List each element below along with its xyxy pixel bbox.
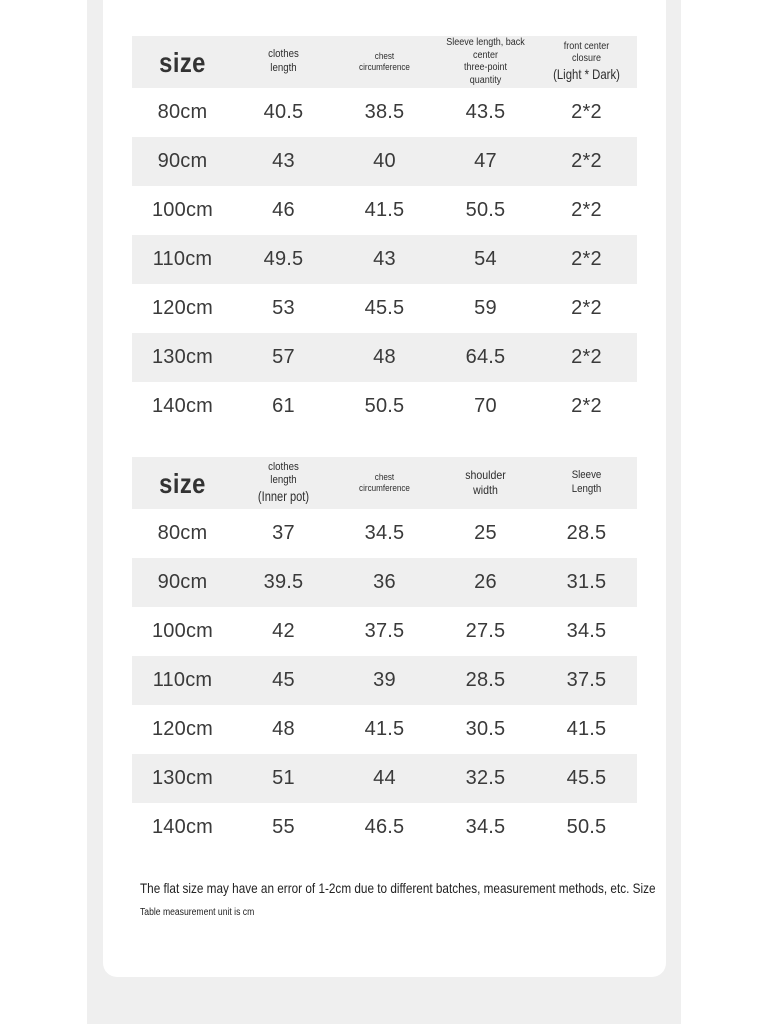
- unit-note: Table measurement unit is cm: [140, 907, 255, 918]
- header-line: width: [473, 483, 498, 497]
- table-row: [132, 705, 637, 754]
- table-header-row: [132, 36, 637, 88]
- value-cell: 2*2: [571, 395, 602, 417]
- value-cell: 42: [272, 620, 295, 642]
- value-cell: 49.5: [263, 248, 304, 270]
- value-cell: 2*2: [571, 297, 602, 319]
- header-size: size: [159, 467, 206, 499]
- header-line: Length: [571, 483, 602, 495]
- size-cell: 120cm: [151, 297, 214, 319]
- value-cell: 2*2: [571, 199, 602, 221]
- table-row: [132, 656, 637, 705]
- header-clothes-length: [239, 48, 328, 76]
- value-cell: 36: [373, 571, 396, 593]
- table-row: [132, 284, 637, 333]
- header-line: front center: [563, 40, 610, 52]
- header-line: (Inner pot): [257, 488, 310, 504]
- table-row: [132, 803, 637, 852]
- value-cell: 32.5: [465, 767, 506, 789]
- table-row: [132, 333, 637, 382]
- value-cell: 70: [474, 395, 497, 417]
- header-sleeve-length: [440, 37, 531, 87]
- header-line: (Light * Dark): [553, 65, 620, 82]
- header-shoulder-width: [441, 468, 530, 498]
- value-cell: 40: [373, 150, 396, 172]
- value-cell: 46.5: [364, 816, 405, 838]
- header-line: circumference: [359, 483, 410, 493]
- table-row: [132, 88, 637, 137]
- size-table-2: [132, 457, 637, 852]
- value-cell: 57: [272, 346, 295, 368]
- value-cell: 30.5: [465, 718, 506, 740]
- header-line: three-point: [463, 62, 508, 73]
- table-row: [132, 607, 637, 656]
- value-cell: 43: [373, 248, 396, 270]
- header-clothes-length: [239, 461, 328, 506]
- header-line: Sleeve: [571, 469, 602, 482]
- header-line: chest: [374, 471, 395, 482]
- header-line: length: [270, 474, 297, 487]
- header-chest-circumference: [339, 51, 430, 74]
- table-row: [132, 137, 637, 186]
- value-cell: 51: [272, 767, 295, 789]
- header-line: circumference: [359, 62, 410, 72]
- size-cell: 90cm: [157, 571, 208, 593]
- table-row: [132, 558, 637, 607]
- size-cell: 140cm: [151, 395, 214, 417]
- value-cell: 50.5: [364, 395, 405, 417]
- size-cell: 130cm: [151, 767, 214, 789]
- value-cell: 64.5: [465, 346, 506, 368]
- value-cell: 38.5: [364, 101, 405, 123]
- header-sleeve-length: [542, 469, 631, 497]
- value-cell: 27.5: [465, 620, 506, 642]
- header-line: chest: [374, 50, 395, 61]
- table-row: [132, 754, 637, 803]
- value-cell: 34.5: [566, 620, 607, 642]
- measurement-note: The flat size may have an error of 1-2cm due to different batches, measurement methods, etc. Size: [140, 880, 656, 896]
- header-line: closure: [571, 53, 602, 65]
- value-cell: 44: [373, 767, 396, 789]
- value-cell: 59: [474, 297, 497, 319]
- value-cell: 53: [272, 297, 295, 319]
- value-cell: 41.5: [364, 199, 405, 221]
- value-cell: 45.5: [566, 767, 607, 789]
- value-cell: 50.5: [465, 199, 506, 221]
- value-cell: 2*2: [571, 248, 602, 270]
- size-table-1: [132, 36, 637, 431]
- header-line: quantity: [469, 74, 502, 86]
- value-cell: 28.5: [566, 522, 607, 544]
- header-line: clothes: [268, 460, 299, 473]
- size-cell: 110cm: [152, 669, 213, 691]
- size-cell: 100cm: [151, 199, 214, 221]
- value-cell: 48: [272, 718, 295, 740]
- value-cell: 61: [272, 395, 295, 417]
- header-line: Sleeve length, back center: [446, 37, 525, 61]
- value-cell: 25: [474, 522, 497, 544]
- value-cell: 39.5: [263, 571, 304, 593]
- value-cell: 54: [474, 248, 497, 270]
- size-cell: 120cm: [151, 718, 214, 740]
- value-cell: 28.5: [465, 669, 506, 691]
- value-cell: 55: [272, 816, 295, 838]
- value-cell: 45: [272, 669, 295, 691]
- table-row: [132, 382, 637, 431]
- value-cell: 45.5: [364, 297, 405, 319]
- size-cell: 110cm: [152, 248, 213, 270]
- value-cell: 50.5: [566, 816, 607, 838]
- value-cell: 46: [272, 199, 295, 221]
- value-cell: 39: [373, 669, 396, 691]
- table-row: [132, 186, 637, 235]
- table-body: [132, 509, 637, 852]
- value-cell: 37.5: [566, 669, 607, 691]
- value-cell: 41.5: [364, 718, 405, 740]
- table-body: [132, 88, 637, 431]
- table-header-row: [132, 457, 637, 509]
- value-cell: 26: [474, 571, 497, 593]
- header-front-closure: [541, 41, 632, 84]
- value-cell: 40.5: [263, 101, 304, 123]
- value-cell: 2*2: [571, 150, 602, 172]
- table-row: [132, 235, 637, 284]
- size-cell: 90cm: [157, 150, 208, 172]
- table-row: [132, 509, 637, 558]
- value-cell: 43.5: [465, 101, 506, 123]
- header-chest-circumference: [339, 472, 430, 495]
- value-cell: 2*2: [571, 101, 602, 123]
- value-cell: 37: [272, 522, 295, 544]
- value-cell: 37.5: [364, 620, 405, 642]
- header-size: size: [159, 46, 206, 78]
- header-line: length: [270, 62, 297, 74]
- value-cell: 48: [373, 346, 396, 368]
- size-cell: 80cm: [157, 101, 208, 123]
- value-cell: 43: [272, 150, 295, 172]
- size-cell: 140cm: [151, 816, 214, 838]
- value-cell: 31.5: [566, 571, 607, 593]
- value-cell: 34.5: [364, 522, 405, 544]
- value-cell: 34.5: [465, 816, 506, 838]
- size-cell: 80cm: [157, 522, 208, 544]
- header-line: shoulder: [465, 468, 506, 482]
- value-cell: 47: [474, 150, 497, 172]
- size-cell: 100cm: [151, 620, 214, 642]
- size-cell: 130cm: [151, 346, 214, 368]
- value-cell: 2*2: [571, 346, 602, 368]
- value-cell: 41.5: [566, 718, 607, 740]
- header-line: clothes: [268, 48, 299, 61]
